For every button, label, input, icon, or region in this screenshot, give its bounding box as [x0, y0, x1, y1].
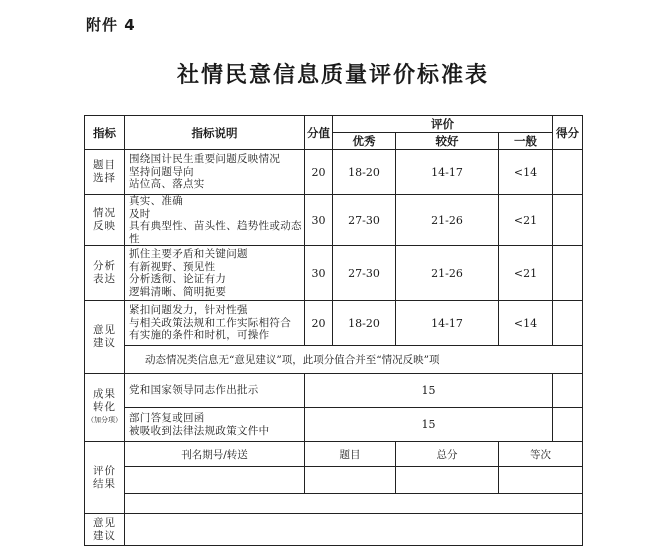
table-row: [85, 195, 583, 246]
average-range: <21: [499, 246, 553, 301]
header-grade: 等次: [499, 442, 583, 467]
attachment-label: 附件 4: [86, 16, 136, 34]
indicator-label: 分析 表达: [85, 246, 125, 301]
header-average: 一般: [499, 133, 553, 150]
header-issue: 刊名期号/转送: [125, 442, 305, 467]
result-cell: [553, 374, 583, 408]
issue-cell: [125, 467, 305, 494]
table-row: [85, 408, 583, 442]
indicator-description: 紧扣问题发力，针对性强 与相关政策法规和工作实际相符合 有实施的条件和时机，可操作: [125, 301, 305, 346]
grade-cell: [499, 467, 583, 494]
bonus-value: 15: [305, 374, 553, 408]
indicator-label: 意见 建议: [85, 301, 125, 374]
excellent-range: 27-30: [333, 246, 396, 301]
header-excellent: 优秀: [333, 133, 396, 150]
dynamic-info-note: 动态情况类信息无“意见建议”项，此项分值合并至“情况反映”项: [125, 346, 583, 374]
header-indicator: 指标: [85, 116, 125, 150]
indicator-label: 情况 反映: [85, 195, 125, 246]
table-row: [85, 150, 583, 195]
header-total: 总分: [396, 442, 499, 467]
transform-label: 成果 转化 （加分项）: [85, 374, 125, 442]
header-result: 得分: [553, 116, 583, 150]
transform-description: 党和国家领导同志作出批示: [125, 374, 305, 408]
opinion-label: 意见 建议: [85, 514, 125, 546]
result-cell: [553, 150, 583, 195]
score-value: 30: [305, 246, 333, 301]
average-range: <21: [499, 195, 553, 246]
average-range: <14: [499, 301, 553, 346]
result-cell: [553, 408, 583, 442]
indicator-description: 围绕国计民生重要问题反映情况 坚持问题导向 站位高、落点实: [125, 150, 305, 195]
opinion-cell: [125, 514, 583, 546]
result-cell: [553, 301, 583, 346]
good-range: 14-17: [396, 150, 499, 195]
header-score: 分值: [305, 116, 333, 150]
transform-description: 部门答复或回函 被吸收到法律法规政策文件中: [125, 408, 305, 442]
excellent-range: 18-20: [333, 301, 396, 346]
total-cell: [396, 467, 499, 494]
evaluation-blank: [125, 494, 583, 514]
evaluation-standard-table: [84, 115, 583, 546]
indicator-description: 真实、准确 及时 具有典型性、苗头性、趋势性或动态性: [125, 195, 305, 246]
average-range: <14: [499, 150, 553, 195]
good-range: 14-17: [396, 301, 499, 346]
good-range: 21-26: [396, 246, 499, 301]
indicator-label: 题目 选择: [85, 150, 125, 195]
table-row: [85, 374, 583, 408]
score-value: 20: [305, 150, 333, 195]
result-cell: [553, 195, 583, 246]
score-value: 30: [305, 195, 333, 246]
score-value: 20: [305, 301, 333, 346]
header-good: 较好: [396, 133, 499, 150]
document-title: 社情民意信息质量评价标准表: [176, 62, 489, 88]
good-range: 21-26: [396, 195, 499, 246]
indicator-description: 抓住主要矛盾和关键问题 有新视野、预见性 分析透彻、论证有力 逻辑清晰、简明扼要: [125, 246, 305, 301]
excellent-range: 27-30: [333, 195, 396, 246]
result-cell: [553, 246, 583, 301]
bonus-value: 15: [305, 408, 553, 442]
header-rating: 评价: [333, 116, 553, 133]
table-row: [85, 301, 583, 346]
excellent-range: 18-20: [333, 150, 396, 195]
header-description: 指标说明: [125, 116, 305, 150]
evaluation-result-label: 评价 结果: [85, 442, 125, 514]
table-row: [85, 246, 583, 301]
topic-cell: [305, 467, 396, 494]
header-topic: 题目: [305, 442, 396, 467]
